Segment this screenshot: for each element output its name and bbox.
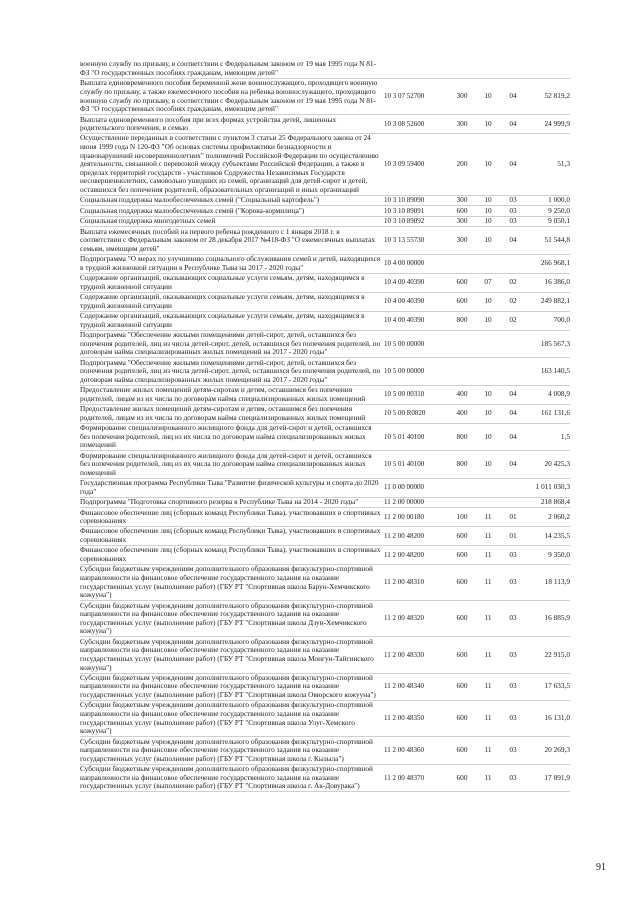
table-row: [80, 206, 570, 216]
budget-table: [80, 60, 570, 792]
row-subsection: 03: [509, 713, 517, 723]
row-amount: 16 885,9: [544, 613, 570, 623]
row-name: Содержание организаций, оказывающих социальные услуги семьям, детям, находящимся в трудной жизненной ситуации: [80, 292, 365, 310]
row-section: 11: [484, 613, 492, 623]
row-subsection: 03: [509, 549, 517, 559]
row-amount: 16 386,0: [544, 277, 570, 287]
row-expense-type: 600: [456, 277, 468, 287]
row-expense-type: 400: [456, 408, 468, 418]
table-row: [80, 293, 570, 312]
row-target-code: 10 3 08 52600: [384, 119, 425, 128]
table-row: [80, 405, 570, 424]
row-section: 11: [484, 530, 492, 540]
row-amount: 266 968,1: [540, 258, 570, 268]
row-name: Субсидии бюджетным учреждениям дополнительного образования физкультурно-спортивной направленности на финансовое обеспечение государственного задания на оказание государственных услуг (выполнение работ) (ГБУ РТ "Спортивная школа Овюрского кожууна"): [80, 673, 376, 700]
row-subsection: 04: [509, 431, 517, 441]
table-row: [80, 601, 570, 637]
row-target-code: 10 5 01 40100: [384, 432, 425, 441]
row-expense-type: 600: [456, 772, 468, 782]
row-expense-type: 100: [456, 511, 468, 521]
row-subsection: 03: [509, 772, 517, 782]
row-name: военную службу по призыву, в соответствии с Федеральным законом от 19 мая 1995 года N 81-ФЗ "О государственных пособиях гражданам, имеющим детей": [80, 60, 376, 77]
row-name: Финансовое обеспечение лиц (сборных команд Республики Тыва), участвовавших в спортивных соревнованиях: [80, 527, 381, 545]
row-name: Социальная поддержка малообеспеченных семей ("Социальный картофель"): [80, 196, 320, 205]
row-target-code: 10 5 00 00310: [384, 390, 425, 399]
row-expense-type: 600: [456, 577, 468, 587]
page-number: 91: [596, 862, 606, 873]
row-section: 10: [484, 216, 492, 226]
row-amount: 20 269,3: [544, 745, 570, 755]
row-subsection: 04: [509, 408, 517, 418]
row-section: 10: [484, 205, 492, 215]
row-amount: 17 633,5: [544, 681, 570, 691]
row-expense-type: 600: [456, 549, 468, 559]
row-subsection: 01: [509, 530, 517, 540]
row-section: 10: [484, 91, 492, 101]
row-expense-type: 400: [456, 389, 468, 399]
row-amount: 161 131,6: [540, 408, 570, 418]
row-expense-type: 600: [456, 681, 468, 691]
table-row: [80, 386, 570, 405]
row-target-code: 10 4 00 00000: [384, 259, 425, 268]
row-subsection: 04: [509, 159, 517, 169]
row-expense-type: 600: [456, 530, 468, 540]
row-name: Формирование специализированного жилищного фонда для детей-сирот и детей, оставшихся без попечения родителей, лиц из их числа по договорам найма специализированных жилых помещений: [80, 423, 372, 450]
table-row: [80, 312, 570, 331]
row-subsection: 04: [509, 91, 517, 101]
row-section: 10: [484, 195, 492, 205]
row-amount: 51,3: [557, 159, 570, 169]
row-target-code: 10 3 13 55730: [384, 236, 425, 245]
table-row: [80, 196, 570, 206]
row-name: Субсидии бюджетным учреждениям дополнительного образования физкультурно-спортивной направленности на финансовое обеспечение государственного задания на оказание государственных услуг (выполнение работ) (ГБУ РТ "Спортивная школа Монгун-Тайгинского кожууна"): [80, 637, 374, 672]
row-target-code: 11 2 00 48340: [384, 682, 424, 691]
row-target-code: 10 3 10 89091: [384, 206, 425, 215]
row-expense-type: 600: [456, 613, 468, 623]
row-amount: 52 819,2: [544, 91, 570, 101]
row-amount: 20 425,3: [544, 459, 570, 469]
row-expense-type: 600: [456, 745, 468, 755]
row-target-code: 10 4 00 40390: [384, 278, 425, 287]
row-target-code: 10 5 00 00000: [384, 367, 425, 376]
row-section: 11: [484, 511, 492, 521]
row-subsection: 03: [509, 649, 517, 659]
row-amount: 14 235,5: [544, 530, 570, 540]
row-subsection: 04: [509, 389, 517, 399]
row-section: 10: [484, 431, 492, 441]
row-expense-type: 600: [456, 296, 468, 306]
row-name: Подпрограмма "Подготовка спортивного резерва в Республике Тыва на 2014 - 2020 годы": [80, 497, 359, 507]
row-target-code: 10 3 09 59400: [384, 160, 425, 169]
table-row: [80, 227, 570, 255]
row-expense-type: 600: [456, 205, 468, 215]
row-target-code: 11 2 00 48320: [384, 614, 424, 623]
row-section: 11: [484, 549, 492, 559]
table-row: [80, 424, 570, 452]
row-name: Предоставление жилых помещений детям-сиротам и детям, оставшимся без попечения родителей, лицам из их числа по договорам найма специализированных жилых помещений: [80, 385, 366, 403]
row-target-code: 11 0 00 00000: [384, 483, 424, 492]
row-name: Содержание организаций, оказывающих социальные услуги семьям, детям, находящимся в трудной жизненной ситуации: [80, 311, 365, 329]
row-amount: 185 567,3: [540, 338, 570, 348]
table-row: [80, 565, 570, 601]
row-amount: 18 113,9: [544, 577, 570, 587]
table-row: [80, 508, 570, 527]
row-subsection: 03: [509, 205, 517, 215]
row-amount: 24 999,9: [544, 118, 570, 128]
row-section: 10: [484, 315, 492, 325]
row-name: Содержание организаций, оказывающих социальные услуги семьям, детям, находящимся в трудной жизненной ситуации: [80, 273, 365, 291]
row-name: Формирование специализированного жилищного фонда для детей-сирот и детей, оставшихся без попечения родителей, лиц из их числа по договорам найма специализированных жилых помещений: [80, 451, 372, 477]
row-amount: 22 915,0: [544, 649, 570, 659]
row-section: 10: [484, 389, 492, 399]
row-section: 11: [484, 577, 492, 587]
row-expense-type: 800: [456, 431, 468, 441]
row-expense-type: 600: [456, 649, 468, 659]
table-row: [80, 274, 570, 293]
row-amount: 9 350,0: [548, 549, 570, 559]
row-target-code: 10 3 10 89092: [384, 217, 425, 226]
row-target-code: 11 2 00 48350: [384, 714, 424, 723]
table-row: [80, 737, 570, 765]
table-row: [80, 527, 570, 546]
row-target-code: 11 2 00 48200: [384, 531, 424, 540]
row-target-code: 10 5 01 40100: [384, 460, 425, 469]
table-row: [80, 479, 570, 498]
row-expense-type: 300: [456, 91, 468, 101]
row-amount: 16 131,0: [544, 713, 570, 723]
row-amount: 4 008,9: [548, 389, 570, 399]
row-subsection: 03: [509, 195, 517, 205]
row-expense-type: 300: [456, 195, 468, 205]
row-name: Финансовое обеспечение лиц (сборных команд Республики Тыва), участвовавших в спортивных соревнованиях: [80, 546, 381, 564]
row-amount: 17 891,9: [544, 772, 570, 782]
row-subsection: 04: [509, 235, 517, 245]
row-amount: 1 000,0: [548, 195, 570, 205]
row-subsection: 01: [509, 511, 517, 521]
row-name: Выплата единовременного пособия беременной жене военнослужащего, проходящего военную службу по призыву, а также ежемесячного пособия на ребенка военнослужащего, проходящего военную службу по призыву, в соответствии с Федеральным законом от 19 мая 1995 года N 81-ФЗ "О государственных пособиях гражданам, имеющим детей": [80, 78, 378, 114]
row-target-code: 11 2 00 48310: [384, 578, 424, 587]
row-expense-type: 600: [456, 713, 468, 723]
row-name: Выплата ежемесячных пособий на первого ребенка рожденного с 1 января 2018 г. в соответствии с Федеральным законом от 28 декабря 2017 №418-ФЗ "О ежемесячных выплатах семьям, имеющим детей": [80, 227, 375, 253]
row-name: Субсидии бюджетным учреждениям дополнительного образования физкультурно-спортивной направленности на финансовое обеспечение государственного задания на оказание государственных услуг (выполнение работ) (ГБУ РТ "Спортивная школа Улуг-Хемского кожууна"): [80, 701, 373, 736]
row-expense-type: 200: [456, 159, 468, 169]
row-section: 10: [484, 459, 492, 469]
row-subsection: 03: [509, 681, 517, 691]
row-subsection: 04: [509, 459, 517, 469]
row-amount: 1,5: [560, 431, 570, 441]
row-target-code: 10 3 10 89090: [384, 196, 425, 205]
row-name: Финансовое обеспечение лиц (сборных команд Республики Тыва), участвовавших в спортивных соревнованиях: [80, 508, 381, 526]
table-row: [80, 637, 570, 673]
row-name: Социальная поддержка многодетных семей: [80, 216, 216, 226]
table-row: [80, 498, 570, 508]
table-row: [80, 79, 570, 115]
row-name: Субсидии бюджетным учреждениям дополнительного образования физкультурно-спортивной направленности на финансовое обеспечение государственного задания на оказание государственных услуг (выполнение работ) (ГБУ РТ "Спортивная школа г. Ак-Довурака"): [80, 764, 373, 791]
row-subsection: 03: [509, 577, 517, 587]
row-section: 07: [484, 277, 492, 287]
row-target-code: 10 4 00 40390: [384, 297, 425, 306]
table-row: [80, 115, 570, 134]
table-row: [80, 60, 570, 79]
row-name: Выплата единовременного пособия при всех формах устройства детей, лишенных родительского попечения, в семью: [80, 115, 337, 133]
row-subsection: 04: [509, 118, 517, 128]
row-target-code: 11 2 00 48330: [384, 650, 424, 659]
table-row: [80, 134, 570, 196]
row-expense-type: 800: [456, 459, 468, 469]
row-name: Социальная поддержка малообеспеченных семей ("Корова-кормилица"): [80, 206, 305, 215]
table-row: [80, 451, 570, 479]
table-row: [80, 217, 570, 227]
row-target-code: 10 4 00 40390: [384, 316, 425, 325]
row-expense-type: 300: [456, 118, 468, 128]
row-section: 10: [484, 408, 492, 418]
row-section: 11: [484, 649, 492, 659]
row-target-code: 10 5 00 00000: [384, 339, 425, 348]
row-amount: 1 011 030,3: [535, 482, 570, 492]
table-row: [80, 358, 570, 386]
table-row: [80, 701, 570, 737]
row-name: Осуществление переданных в соответствии с пунктом 3 статьи 25 Федерального закона от 24 июня 1999 года N 120-ФЗ "Об основах системы профилактики безнадзорности и правонарушений несовершеннолетних" полномочий Российской Федерации по осуществлению деятельности, связанной с перевозкой между субъектами Российской Федерации, а также в пределах территорий государств - участников Содружества Независимых Государств несовершеннолетних, самовольно ушедших из семей, организаций для детей-сирот и детей, оставшихся без попечения родителей, образовательных организаций и иных организаций: [80, 134, 379, 195]
row-name: Подпрограмма "Обеспечение жилыми помещениями детей-сирот, детей, оставшихся без попечения родителей, лиц из числа детей-сирот, детей, оставшихся без попечения родителей, по договорам найма специализированных жилых помещений на 2017 - 2020 годы": [80, 330, 381, 357]
row-amount: 218 868,4: [540, 497, 570, 507]
row-name: Субсидии бюджетным учреждениям дополнительного образования физкультурно-спортивной направленности на финансовое обеспечение государственного задания на оказание государственных услуг (выполнение работ) (ГБУ РТ "Спортивная школа г. Кызыла"): [80, 737, 373, 763]
row-target-code: 10 5 00 R0820: [384, 409, 426, 418]
row-amount: 2 060,2: [548, 511, 570, 521]
row-name: Подпрограмма "О мерах по улучшению социального обслуживания семей и детей, находящихся в трудной жизненной ситуации в Республике Тыва на 2017 - 2020 годы": [80, 254, 381, 272]
row-target-code: 10 3 07 52700: [384, 92, 425, 101]
row-subsection: 02: [509, 296, 517, 306]
table-row: [80, 331, 570, 359]
row-section: 10: [484, 235, 492, 245]
row-amount: 700,0: [553, 315, 570, 325]
row-section: 11: [484, 745, 492, 755]
row-name: Субсидии бюджетным учреждениям дополнительного образования физкультурно-спортивной направленности на финансовое обеспечение государственного задания на оказание государственных услуг (выполнение работ) (ГБУ РТ "Спортивная школа Дзун-Хемчикского кожууна"): [80, 601, 373, 636]
row-target-code: 11 2 00 48370: [384, 773, 424, 782]
row-name: Государственная программа Республики Тыва "Развитие физической культуры и спорта до 2020 года": [80, 478, 379, 496]
table-row: [80, 765, 570, 793]
row-section: 11: [484, 681, 492, 691]
row-name: Предоставление жилых помещений детям-сиротам и детям, оставшимся без попечения родителей, лицам из их числа по договорам найма специализированных жилых помещений: [80, 404, 366, 422]
row-expense-type: 800: [456, 315, 468, 325]
row-subsection: 03: [509, 745, 517, 755]
row-section: 11: [484, 772, 492, 782]
row-amount: 249 882,1: [540, 296, 570, 306]
row-subsection: 03: [509, 216, 517, 226]
row-section: 10: [484, 296, 492, 306]
row-amount: 9 050,1: [548, 216, 570, 226]
row-expense-type: 300: [456, 235, 468, 245]
row-amount: 163 140,5: [540, 366, 570, 376]
row-target-code: 11 2 00 48360: [384, 746, 424, 755]
row-amount: 51 544,8: [544, 235, 570, 245]
row-subsection: 02: [509, 315, 517, 325]
row-subsection: 02: [509, 277, 517, 287]
row-target-code: 11 2 00 00180: [384, 512, 424, 521]
row-amount: 9 250,0: [548, 205, 570, 215]
row-section: 10: [484, 118, 492, 128]
row-target-code: 11 2 00 00000: [384, 498, 424, 507]
row-subsection: 03: [509, 613, 517, 623]
table-row: [80, 255, 570, 274]
row-expense-type: 300: [456, 216, 468, 226]
row-section: 11: [484, 713, 492, 723]
table-row: [80, 546, 570, 565]
row-target-code: 11 2 00 48200: [384, 550, 424, 559]
row-name: Субсидии бюджетным учреждениям дополнительного образования физкультурно-спортивной направленности на финансовое обеспечение государственного задания на оказание государственных услуг (выполнение работ) (ГБУ РТ "Спортивная школа Барун-Хемчикского кожууна"): [80, 565, 373, 600]
table-row: [80, 674, 570, 702]
row-section: 10: [484, 159, 492, 169]
row-name: Подпрограмма "Обеспечение жилыми помещениями детей-сирот, детей, оставшихся без попечения родителей, лиц из числа детей-сирот, детей, оставшихся без попечения родителей, по договорам найма специализированных жилых помещений на 2017 - 2020 годы": [80, 358, 381, 384]
